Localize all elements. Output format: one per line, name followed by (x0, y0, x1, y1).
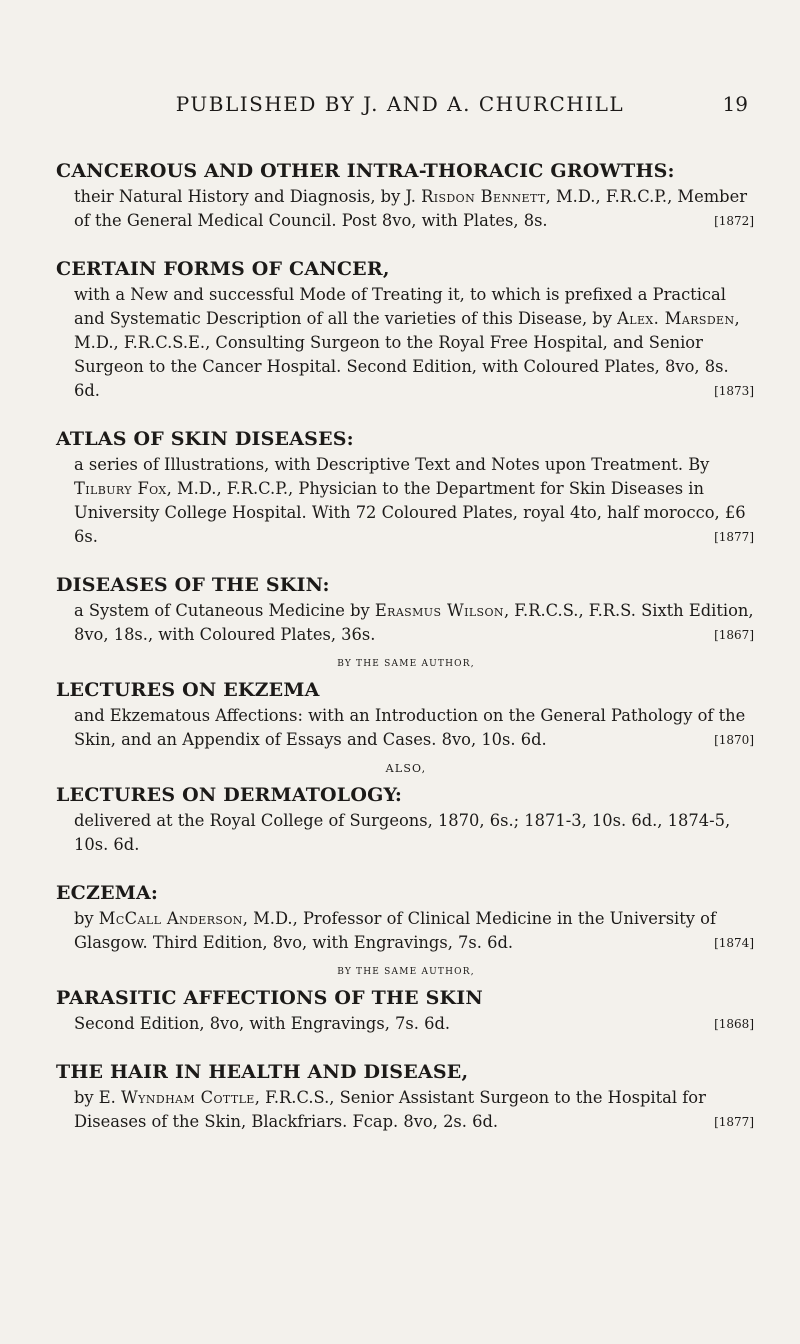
catalogue-entry (56, 256, 756, 403)
publication-year: [1868] (714, 1017, 754, 1031)
publisher-header: PUBLISHED BY J. AND A. CHURCHILL (175, 92, 625, 116)
catalogue-entry (56, 965, 756, 1036)
entry-heading: THE HAIR IN HEALTH AND DISEASE, (56, 1061, 469, 1083)
entry-description: a System of Cutaneous Medicine by Erasmus Wilson, F.R.C.S., F.R.S. Sixth Edition, 8vo, 18s., with Coloured Plates, 36s. [1867] (74, 599, 754, 647)
same-author-note: BY THE SAME AUTHOR, (337, 967, 475, 977)
entry-heading: LECTURES ON EKZEMA (56, 679, 320, 701)
publication-year: [1873] (714, 384, 754, 398)
entry-heading: CANCEROUS AND OTHER INTRA-THORACIC GROWTHS: (56, 160, 675, 182)
author-name: Alex. Marsden (617, 309, 735, 328)
author-name: Erasmus Wilson (374, 601, 504, 620)
author-name: McCall Anderson (98, 909, 243, 928)
catalogue-entry (56, 880, 756, 955)
catalogue-entry (56, 572, 756, 647)
entry-heading: LECTURES ON DERMATOLOGY: (56, 784, 403, 806)
entry-heading: ATLAS OF SKIN DISEASES: (56, 428, 354, 450)
entry-heading: CERTAIN FORMS OF CANCER, (56, 258, 390, 280)
entry-description: with a New and successful Mode of Treating it, to which is prefixed a Practical and Systematic Description of all the varieties of this Disease, by Alex. Marsden, M.D., F.R.C.S.E., Consulting Surgeon to the Royal Free Hospital, and Senior Surgeon to the Cancer Hospital. Second Edition, with Coloured Plates, 8vo, 8s. 6d. [1873] (74, 283, 754, 403)
entry-description: a series of Illustrations, with Descriptive Text and Notes upon Treatment. By Tilbury Fox, M.D., F.R.C.P., Physician to the Department for Skin Diseases in University College Hospital. With 72 Coloured Plates, royal 4to, half morocco, £6 6s. [1877] (74, 453, 754, 549)
running-header (0, 92, 800, 126)
author-name: Wyndham Cottle (121, 1088, 255, 1107)
entry-heading: ECZEMA: (56, 882, 159, 904)
same-author-note: BY THE SAME AUTHOR, (337, 659, 475, 669)
publication-year: [1877] (714, 1115, 754, 1129)
catalogue-entry (56, 657, 756, 752)
publication-year: [1877] (714, 530, 754, 544)
entry-heading: PARASITIC AFFECTIONS OF THE SKIN (56, 987, 483, 1009)
entry-description: their Natural History and Diagnosis, by J. Risdon Bennett, M.D., F.R.C.P., Member of the General Medical Council. Post 8vo, with Plates, 8s. [1872] (74, 185, 754, 233)
entry-description: and Ekzematous Affections: with an Introduction on the General Pathology of the Skin, and an Appendix of Essays and Cases. 8vo, 10s. 6d. [1870] (74, 704, 754, 752)
page-number: 19 (722, 92, 748, 116)
catalogue-entry (56, 1059, 756, 1134)
catalogue-entry (56, 762, 756, 857)
catalogue-entries (56, 158, 756, 1157)
also-note: ALSO, (385, 762, 427, 775)
publication-year: [1867] (714, 628, 754, 642)
entry-description: delivered at the Royal College of Surgeons, 1870, 6s.; 1871-3, 10s. 6d., 1874-5, 10s. 6d. (74, 811, 731, 854)
author-name: Tilbury Fox (74, 479, 167, 498)
publication-year: [1872] (714, 214, 754, 228)
author-name: Risdon Bennett (421, 187, 546, 206)
entry-heading: DISEASES OF THE SKIN: (56, 574, 330, 596)
entry-description: by E. Wyndham Cottle, F.R.C.S., Senior Assistant Surgeon to the Hospital for Diseases of the Skin, Blackfriars. Fcap. 8vo, 2s. 6d. [1877] (74, 1086, 754, 1134)
entry-description: by McCall Anderson, M.D., Professor of Clinical Medicine in the University of Glasgow. Third Edition, 8vo, with Engravings, 7s. 6d. [1874] (74, 907, 754, 955)
catalogue-entry (56, 426, 756, 549)
catalogue-entry (56, 158, 756, 233)
publication-year: [1870] (714, 733, 754, 747)
publication-year: [1874] (714, 936, 754, 950)
entry-description: Second Edition, 8vo, with Engravings, 7s. 6d. [1868] (74, 1012, 754, 1036)
